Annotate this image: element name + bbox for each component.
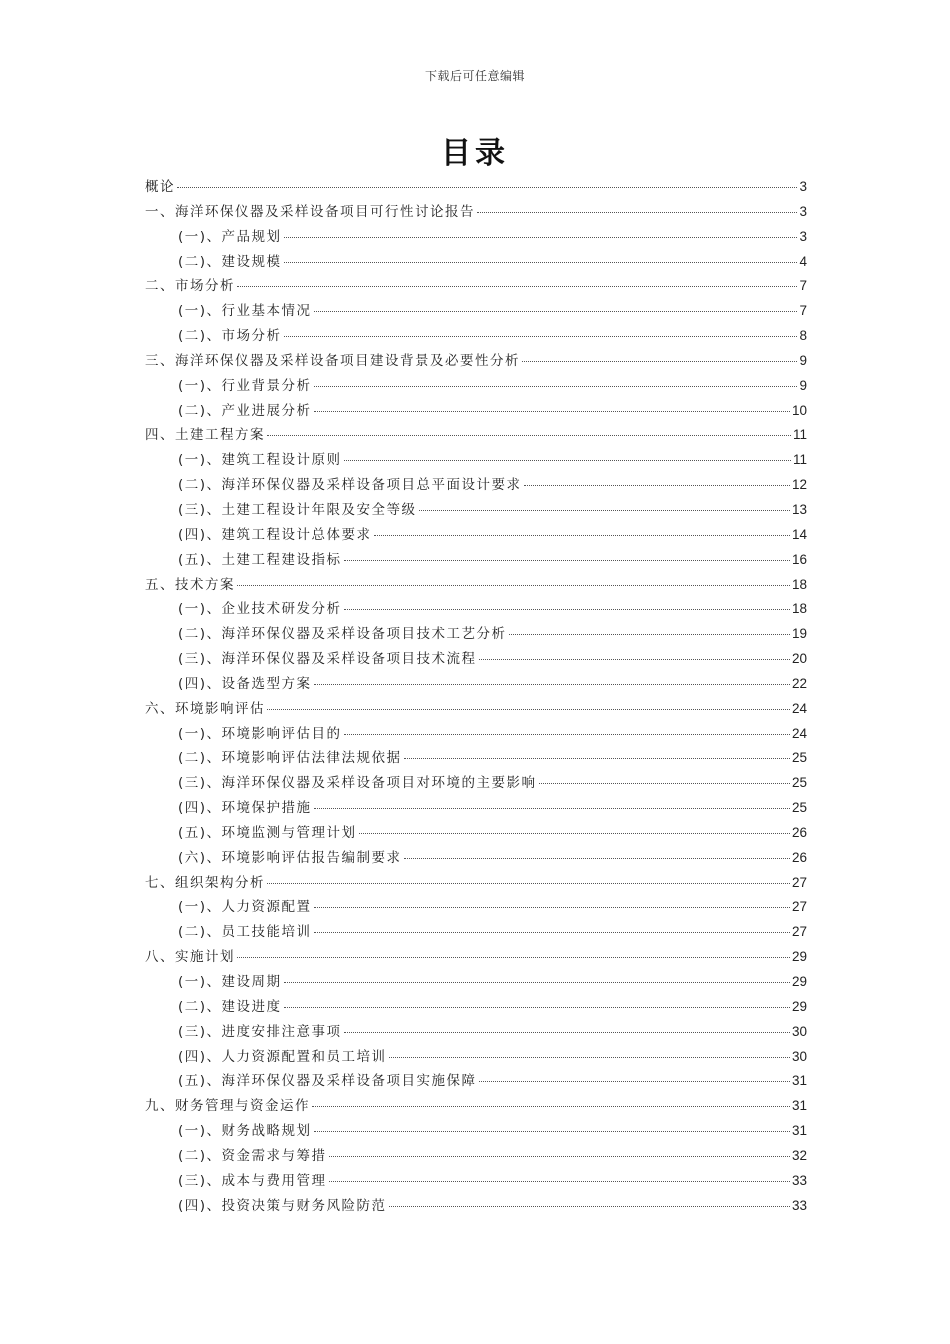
toc-entry-page-number: 25 [791,775,807,791]
toc-entry-page-number: 10 [791,402,807,418]
toc-entry-page-number: 30 [791,1023,807,1039]
toc-entry-page-number: 20 [791,651,807,667]
toc-entry[interactable] [145,473,807,498]
toc-entry-label: (一)、财务战略规划 [178,1123,312,1140]
toc-entry-page-number: 13 [791,501,807,517]
toc-entry-label: (五)、环境监测与管理计划 [178,824,357,841]
toc-entry-page-number: 16 [791,551,807,567]
toc-list [145,175,807,1218]
toc-entry[interactable] [145,1119,807,1144]
toc-entry[interactable] [145,324,807,349]
toc-entry[interactable] [145,995,807,1020]
toc-dot-leader [329,1156,790,1157]
toc-entry[interactable] [145,920,807,945]
toc-entry-page-number: 18 [791,601,807,617]
toc-entry-page-number: 22 [791,675,807,691]
toc-entry-label: (一)、企业技术研发分析 [178,601,342,618]
toc-dot-leader [314,386,798,387]
toc-entry-label: 七、组织架构分析 [145,874,265,891]
toc-entry-label: 六、环境影响评估 [145,700,265,717]
toc-entry-label: (三)、成本与费用管理 [178,1172,327,1189]
toc-dot-leader [344,609,790,610]
toc-entry-label: (六)、环境影响评估报告编制要求 [178,849,402,866]
toc-entry-label: 八、实施计划 [145,949,235,966]
toc-entry-label: (三)、海洋环保仪器及采样设备项目技术流程 [178,651,477,668]
toc-entry[interactable] [145,821,807,846]
toc-entry[interactable] [145,1144,807,1169]
toc-dot-leader [419,510,790,511]
toc-entry[interactable] [145,225,807,250]
toc-dot-leader [479,1081,790,1082]
toc-entry[interactable] [145,771,807,796]
toc-dot-leader [477,212,797,213]
toc-dot-leader [312,1106,790,1107]
toc-entry[interactable] [145,672,807,697]
toc-entry-label: (五)、土建工程建设指标 [178,551,342,568]
toc-dot-leader [284,262,798,263]
toc-entry-label: (四)、设备选型方案 [178,675,312,692]
toc-dot-leader [344,1032,790,1033]
toc-dot-leader [314,311,798,312]
toc-entry[interactable] [145,523,807,548]
toc-dot-leader [267,435,791,436]
toc-dot-leader [177,187,797,188]
toc-entry-label: (二)、环境影响评估法律法规依据 [178,750,402,767]
toc-entry[interactable] [145,498,807,523]
toc-entry-page-number: 14 [791,526,807,542]
toc-entry[interactable] [145,597,807,622]
toc-entry-label: (五)、海洋环保仪器及采样设备项目实施保障 [178,1073,477,1090]
toc-entry-page-number: 31 [791,1123,807,1139]
toc-dot-leader [509,634,790,635]
toc-entry[interactable] [145,1045,807,1070]
toc-entry-label: (四)、人力资源配置和员工培训 [178,1048,387,1065]
toc-dot-leader [267,883,790,884]
toc-entry-label: (二)、资金需求与筹措 [178,1147,327,1164]
toc-dot-leader [237,957,790,958]
toc-entry-label: 五、技术方案 [145,576,235,593]
toc-dot-leader [314,684,790,685]
toc-entry-page-number: 4 [799,253,807,269]
toc-entry[interactable] [145,548,807,573]
toc-entry[interactable] [145,423,807,448]
toc-dot-leader [524,485,790,486]
toc-entry-page-number: 19 [791,626,807,642]
toc-entry[interactable] [145,299,807,324]
toc-entry-page-number: 24 [791,700,807,716]
toc-entry[interactable] [145,448,807,473]
toc-dot-leader [314,808,790,809]
toc-entry-page-number: 8 [799,328,807,344]
toc-dot-leader [284,336,798,337]
toc-dot-leader [314,1131,790,1132]
toc-dot-leader [522,361,797,362]
toc-entry-label: (一)、环境影响评估目的 [178,725,342,742]
toc-entry-page-number: 11 [792,427,807,443]
toc-entry[interactable] [145,871,807,896]
toc-entry-page-number: 27 [791,899,807,915]
toc-entry[interactable] [145,274,807,299]
toc-dot-leader [479,659,790,660]
toc-dot-leader [237,585,790,586]
toc-entry[interactable] [145,722,807,747]
toc-entry-page-number: 31 [791,1098,807,1114]
toc-entry[interactable] [145,573,807,598]
toc-entry-label: (二)、海洋环保仪器及采样设备项目总平面设计要求 [178,477,522,494]
toc-entry[interactable] [145,697,807,722]
toc-dot-leader [314,932,790,933]
toc-entry[interactable] [145,746,807,771]
toc-entry-label: (四)、环境保护措施 [178,800,312,817]
toc-entry-page-number: 12 [791,477,807,493]
toc-dot-leader [404,858,790,859]
toc-entry-label: (一)、建筑工程设计原则 [178,452,342,469]
toc-entry[interactable] [145,374,807,399]
toc-entry-label: (三)、海洋环保仪器及采样设备项目对环境的主要影响 [178,775,537,792]
toc-dot-leader [329,1181,790,1182]
toc-dot-leader [374,535,790,536]
toc-entry-label: 一、海洋环保仪器及采样设备项目可行性讨论报告 [145,203,475,220]
toc-dot-leader [314,907,790,908]
toc-dot-leader [284,237,798,238]
toc-entry-label: (二)、产业进展分析 [178,402,312,419]
toc-dot-leader [237,286,797,287]
toc-entry-label: 二、市场分析 [145,278,235,295]
toc-entry-label: (二)、建设规模 [178,253,282,270]
toc-entry[interactable] [145,895,807,920]
toc-entry-page-number: 3 [799,203,807,219]
toc-entry-page-number: 9 [799,352,807,368]
toc-entry-label: (一)、行业背景分析 [178,377,312,394]
toc-entry-page-number: 29 [791,974,807,989]
toc-entry-page-number: 33 [791,1172,807,1188]
toc-entry-page-number: 25 [791,800,807,816]
toc-dot-leader [404,758,790,759]
toc-entry-page-number: 7 [799,278,807,294]
toc-entry-label: (二)、市场分析 [178,328,282,345]
toc-entry[interactable] [145,796,807,821]
toc-dot-leader [267,709,790,710]
toc-dot-leader [314,411,790,412]
toc-entry[interactable] [145,1194,807,1219]
toc-entry-label: 四、土建工程方案 [145,427,265,444]
toc-entry[interactable] [145,399,807,424]
toc-entry[interactable] [145,846,807,871]
toc-entry-label: (二)、建设进度 [178,998,282,1015]
toc-entry-label: (二)、海洋环保仪器及采样设备项目技术工艺分析 [178,626,507,643]
toc-entry-label: (一)、行业基本情况 [178,303,312,320]
toc-dot-leader [359,833,790,834]
toc-entry[interactable] [145,1169,807,1194]
toc-entry-page-number: 29 [791,998,807,1014]
toc-entry[interactable] [145,175,807,200]
toc-entry[interactable] [145,349,807,374]
toc-entry-page-number: 26 [791,824,807,840]
toc-entry-label: (二)、员工技能培训 [178,924,312,941]
toc-entry[interactable] [145,200,807,225]
toc-dot-leader [539,783,790,784]
page-header-note: 下载后可任意编辑 [424,69,525,83]
toc-entry-page-number: 7 [799,303,807,319]
toc-entry-page-number: 29 [791,949,807,965]
toc-entry-page-number: 3 [799,228,807,244]
toc-dot-leader [389,1206,790,1207]
toc-entry-label: (一)、建设周期 [178,974,282,990]
toc-entry-label: (三)、进度安排注意事项 [178,1023,342,1040]
toc-entry-page-number: 24 [791,725,807,741]
toc-entry-label: (三)、土建工程设计年限及安全等级 [178,501,417,518]
toc-entry-page-number: 30 [791,1048,807,1064]
toc-entry[interactable] [145,945,807,970]
toc-entry-label: 概论 [145,179,175,195]
toc-entry[interactable] [145,970,807,995]
toc-entry-page-number: 26 [791,849,807,865]
toc-entry-page-number: 18 [791,576,807,592]
toc-entry-page-number: 11 [792,452,807,468]
toc-dot-leader [344,560,790,561]
toc-entry-page-number: 27 [791,874,807,890]
toc-entry-page-number: 25 [791,750,807,766]
toc-entry-label: 九、财务管理与资金运作 [145,1098,310,1115]
toc-entry-page-number: 27 [791,924,807,940]
toc-entry[interactable] [145,1094,807,1119]
toc-entry-page-number: 9 [799,377,807,393]
toc-entry[interactable] [145,250,807,275]
toc-dot-leader [344,460,791,461]
toc-entry-label: (一)、人力资源配置 [178,899,312,916]
toc-entry-label: (一)、产品规划 [178,228,282,245]
toc-entry-page-number: 33 [791,1197,807,1213]
toc-dot-leader [389,1057,790,1058]
toc-dot-leader [344,734,790,735]
toc-entry-page-number: 31 [791,1073,807,1089]
toc-entry[interactable] [145,647,807,672]
toc-entry-page-number: 32 [791,1147,807,1163]
toc-entry-label: (四)、投资决策与财务风险防范 [178,1197,387,1214]
toc-entry-page-number: 3 [799,179,807,194]
toc-entry[interactable] [145,1069,807,1094]
toc-entry-label: 三、海洋环保仪器及采样设备项目建设背景及必要性分析 [145,352,520,369]
toc-entry[interactable] [145,622,807,647]
toc-entry-label: (四)、建筑工程设计总体要求 [178,526,372,543]
toc-dot-leader [284,982,790,983]
toc-dot-leader [284,1007,790,1008]
toc-title: 目录 [441,136,509,171]
toc-entry[interactable] [145,1020,807,1045]
